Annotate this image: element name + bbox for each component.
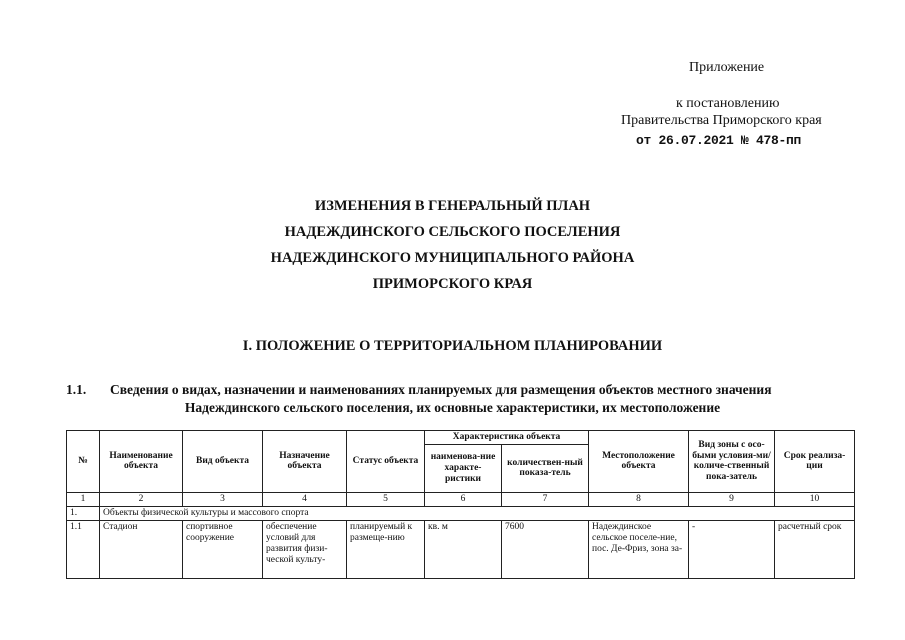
index-cell: 9 <box>689 492 775 506</box>
row-location: Надеждинское сельское поселе-ние, пос. Де-Фриз, зона за- <box>589 520 689 578</box>
group-label: Объекты физической культуры и массового спорта <box>100 506 855 520</box>
row-purpose: обеспечение условий для развития физи-ческой культу- <box>263 520 347 578</box>
section-title: I. ПОЛОЖЕНИЕ О ТЕРРИТОРИАЛЬНОМ ПЛАНИРОВАНИИ <box>242 338 663 354</box>
index-cell: 2 <box>100 492 183 506</box>
subsection-number: 1.1. <box>66 382 87 397</box>
header-num: № <box>67 431 100 493</box>
document-title-line-2: НАДЕЖДИНСКОГО СЕЛЬСКОГО ПОСЕЛЕНИЯ <box>284 224 621 240</box>
table-row <box>67 520 855 578</box>
header-term: Срок реализа-ции <box>775 431 855 493</box>
appendix-label: Приложение <box>689 60 765 75</box>
header-name: Наименование объекта <box>100 431 183 493</box>
group-num: 1. <box>67 506 100 520</box>
subsection-line-1: Сведения о видах, назначении и наименованиях планируемых для размещения объектов местного значения <box>110 382 772 397</box>
index-cell: 10 <box>775 492 855 506</box>
header-type: Вид объекта <box>183 431 263 493</box>
objects-table <box>66 430 855 579</box>
index-cell: 6 <box>425 492 502 506</box>
header-purpose: Назначение объекта <box>263 431 347 493</box>
header-char-value: количествен-ный показа-тель <box>502 444 589 492</box>
table-index-row <box>67 492 855 506</box>
table-header-row <box>67 431 855 445</box>
row-status: планируемый к размеще-нию <box>347 520 425 578</box>
government-label: Правительства Приморского края <box>621 113 822 128</box>
header-characteristic: Характеристика объекта <box>425 431 589 445</box>
row-zone: - <box>689 520 775 578</box>
row-char-name: кв. м <box>425 520 502 578</box>
index-cell: 1 <box>67 492 100 506</box>
resolution-date-number: от 26.07.2021 № 478-пп <box>636 133 802 148</box>
index-cell: 7 <box>502 492 589 506</box>
row-num: 1.1 <box>67 520 100 578</box>
table-group-row <box>67 506 855 520</box>
header-zone: Вид зоны с осо-быми условия-ми/ количе-ственный пока-затель <box>689 431 775 493</box>
resolution-label: к постановлению <box>676 96 780 111</box>
document-title-line-1: ИЗМЕНЕНИЯ В ГЕНЕРАЛЬНЫЙ ПЛАН <box>314 198 591 214</box>
subsection-line-2: Надеждинского сельского поселения, их основные характеристики, их местоположение <box>184 400 721 415</box>
header-status: Статус объекта <box>347 431 425 493</box>
row-term: расчетный срок <box>775 520 855 578</box>
header-char-name: наименова-ние характе-ристики <box>425 444 502 492</box>
row-type: спортивное сооружение <box>183 520 263 578</box>
row-char-value: 7600 <box>502 520 589 578</box>
document-title-line-3: НАДЕЖДИНСКОГО МУНИЦИПАЛЬНОГО РАЙОНА <box>270 250 635 266</box>
index-cell: 8 <box>589 492 689 506</box>
index-cell: 5 <box>347 492 425 506</box>
row-name: Стадион <box>100 520 183 578</box>
document-title-line-4: ПРИМОРСКОГО КРАЯ <box>372 276 533 292</box>
header-location: Местоположение объекта <box>589 431 689 493</box>
index-cell: 4 <box>263 492 347 506</box>
index-cell: 3 <box>183 492 263 506</box>
